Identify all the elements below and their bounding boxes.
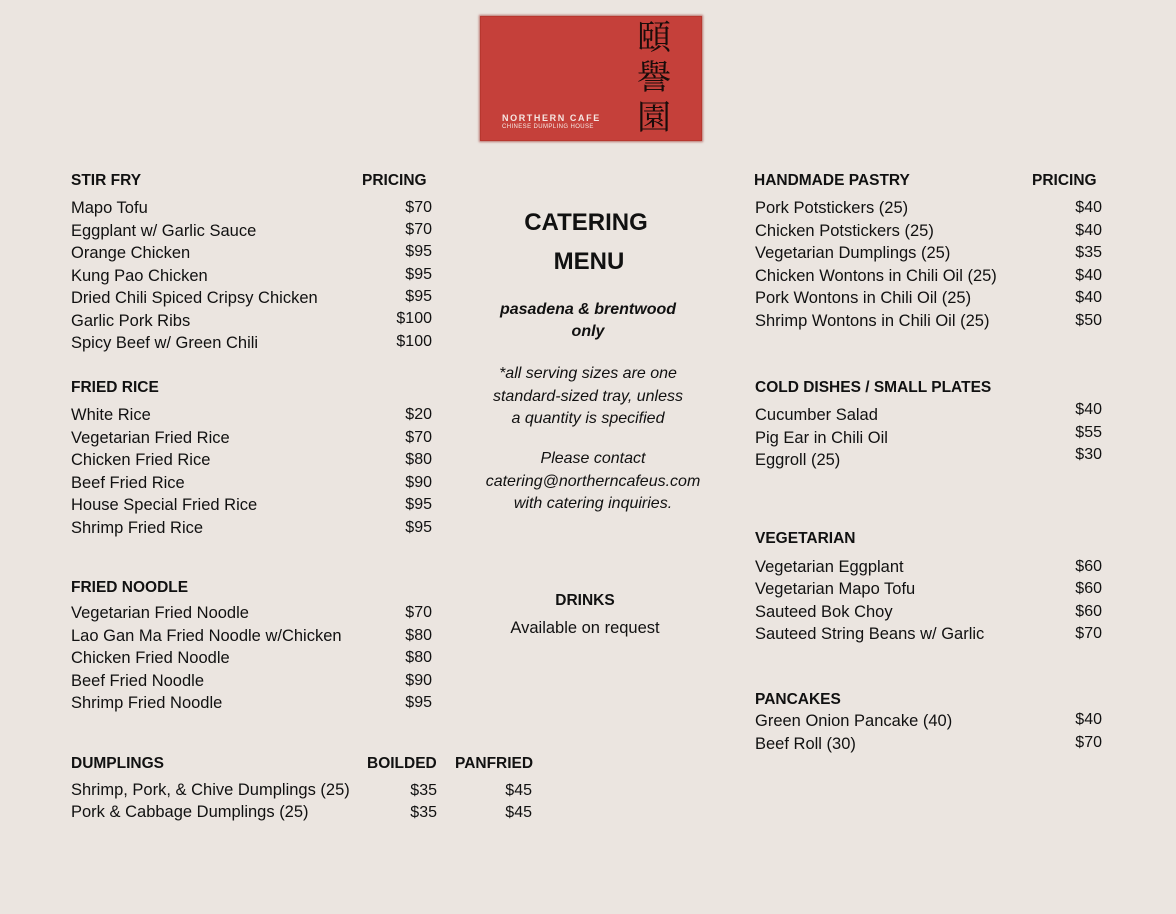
- menu-item-name: Vegetarian Fried Noodle: [71, 604, 249, 622]
- logo-subtitle: CHINESE DUMPLING HOUSE: [502, 124, 594, 130]
- menu-item-name: Mapo Tofu: [71, 199, 148, 217]
- menu-item-name: Beef Fried Rice: [71, 474, 185, 492]
- menu-item-price: $70: [405, 199, 432, 216]
- logo-glyph: 園: [637, 98, 671, 138]
- serving-note-line3: a quantity is specified: [511, 410, 665, 427]
- menu-item-price: $30: [1075, 446, 1102, 463]
- menu-item-name: Chicken Potstickers (25): [755, 222, 934, 240]
- logo-glyph: 頤: [637, 18, 671, 58]
- menu-item-name: Chicken Wontons in Chili Oil (25): [755, 267, 997, 285]
- menu-item-name: Vegetarian Fried Rice: [71, 429, 230, 447]
- menu-item-price: $40: [1075, 711, 1102, 728]
- menu-item-price-panfried: $45: [505, 782, 532, 799]
- menu-item-name: Sauteed Bok Choy: [755, 603, 893, 621]
- menu-item-name: Lao Gan Ma Fried Noodle w/Chicken: [71, 627, 342, 645]
- menu-item-price: $95: [405, 694, 432, 711]
- menu-item-price: $40: [1075, 267, 1102, 284]
- section-header-pancakes: PANCAKES: [755, 691, 841, 708]
- menu-item-price: $95: [405, 519, 432, 536]
- menu-item-name: Spicy Beef w/ Green Chili: [71, 334, 259, 352]
- boiled-column-header: BOILDED: [367, 755, 437, 772]
- logo-chinese-characters: [634, 18, 674, 138]
- menu-item-price: $100: [396, 310, 432, 327]
- serving-note-line1: *all serving sizes are one: [499, 365, 677, 382]
- section-header-drinks: DRINKS: [555, 592, 615, 609]
- menu-item-price: $80: [405, 627, 432, 644]
- menu-item-price: $35: [1075, 244, 1102, 261]
- menu-item-name: Pig Ear in Chili Oil: [755, 429, 888, 447]
- menu-item-name: Vegetarian Mapo Tofu: [755, 580, 916, 598]
- menu-item-price-boiled: $35: [410, 782, 437, 799]
- menu-item-price: $90: [405, 672, 432, 689]
- menu-title-line2: MENU: [553, 248, 625, 275]
- menu-item-name: Green Onion Pancake (40): [755, 712, 953, 730]
- menu-item-name: House Special Fried Rice: [71, 496, 258, 514]
- logo: [480, 16, 702, 141]
- menu-item-name: Eggplant w/ Garlic Sauce: [71, 222, 257, 240]
- menu-item-price: $90: [405, 474, 432, 491]
- menu-item-price: $60: [1075, 558, 1102, 575]
- menu-item-name: Sauteed String Beans w/ Garlic: [755, 625, 985, 643]
- section-header-fried-rice: FRIED RICE: [71, 379, 159, 396]
- serving-note-line2: standard-sized tray, unless: [492, 388, 683, 405]
- menu-item-price: $70: [405, 604, 432, 621]
- menu-item-name: Pork & Cabbage Dumplings (25): [71, 803, 309, 821]
- section-header-vegetarian: VEGETARIAN: [755, 530, 856, 547]
- menu-item-name: Pork Wontons in Chili Oil (25): [755, 289, 972, 307]
- menu-item-name: Vegetarian Eggplant: [755, 558, 904, 576]
- menu-item-price: $20: [405, 406, 432, 423]
- menu-item-name: Vegetarian Dumplings (25): [755, 244, 951, 262]
- menu-item-price: $80: [405, 649, 432, 666]
- logo-glyph: 譽: [637, 58, 671, 98]
- menu-item-price: $95: [405, 243, 432, 260]
- menu-item-price: $40: [1075, 289, 1102, 306]
- contact-email: catering@northerncafeus.com: [485, 473, 701, 490]
- contact-line3: with catering inquiries.: [513, 495, 673, 512]
- section-header-handmade-pastry: HANDMADE PASTRY: [754, 172, 910, 189]
- menu-item-name: Eggroll (25): [755, 451, 841, 469]
- menu-item-price: $70: [1075, 625, 1102, 642]
- section-header-cold-dishes: COLD DISHES / SMALL PLATES: [755, 379, 992, 396]
- menu-item-name: Beef Roll (30): [755, 735, 856, 753]
- menu-item-price: $55: [1075, 424, 1102, 441]
- locations-line2: only: [571, 323, 605, 340]
- menu-item-name: Kung Pao Chicken: [71, 267, 208, 285]
- menu-item-price: $60: [1075, 603, 1102, 620]
- section-header-stir-fry: STIR FRY: [71, 172, 142, 189]
- menu-item-price: $95: [405, 288, 432, 305]
- menu-item-name: Shrimp Fried Noodle: [71, 694, 223, 712]
- menu-item-name: Pork Potstickers (25): [755, 199, 909, 217]
- menu-item-price-panfried: $45: [505, 804, 532, 821]
- menu-item-name: Shrimp Wontons in Chili Oil (25): [755, 312, 990, 330]
- menu-item-price: $70: [405, 429, 432, 446]
- logo-name: NORTHERN CAFE: [502, 113, 601, 123]
- menu-item-price: $95: [405, 496, 432, 513]
- pricing-header: PRICING: [362, 172, 427, 189]
- menu-item-price: $70: [1075, 734, 1102, 751]
- drinks-availability: Available on request: [510, 619, 660, 637]
- menu-title-line1: CATERING: [524, 209, 648, 236]
- menu-item-price: $60: [1075, 580, 1102, 597]
- section-header-dumplings: DUMPLINGS: [71, 755, 164, 772]
- locations-line1: pasadena & brentwood: [499, 301, 677, 318]
- menu-item-price: $80: [405, 451, 432, 468]
- menu-item-name: Cucumber Salad: [755, 406, 878, 424]
- pricing-header: PRICING: [1032, 172, 1097, 189]
- menu-item-name: Orange Chicken: [71, 244, 191, 262]
- menu-item-name: Chicken Fried Rice: [71, 451, 211, 469]
- menu-item-price: $70: [405, 221, 432, 238]
- menu-item-name: Shrimp, Pork, & Chive Dumplings (25): [71, 781, 350, 799]
- menu-item-price: $40: [1075, 401, 1102, 418]
- menu-item-price: $40: [1075, 222, 1102, 239]
- section-header-fried-noodle: FRIED NOODLE: [71, 579, 189, 596]
- menu-item-name: Beef Fried Noodle: [71, 672, 204, 690]
- menu-item-price: $40: [1075, 199, 1102, 216]
- menu-item-name: White Rice: [71, 406, 151, 424]
- panfried-column-header: PANFRIED: [455, 755, 534, 772]
- menu-item-price: $50: [1075, 312, 1102, 329]
- menu-item-name: Dried Chili Spiced Cripsy Chicken: [71, 289, 318, 307]
- menu-item-name: Chicken Fried Noodle: [71, 649, 230, 667]
- menu-item-name: Shrimp Fried Rice: [71, 519, 204, 537]
- menu-item-name: Garlic Pork Ribs: [71, 312, 191, 330]
- menu-item-price: $95: [405, 266, 432, 283]
- contact-line1: Please contact: [540, 450, 646, 467]
- menu-item-price-boiled: $35: [410, 804, 437, 821]
- menu-item-price: $100: [396, 333, 432, 350]
